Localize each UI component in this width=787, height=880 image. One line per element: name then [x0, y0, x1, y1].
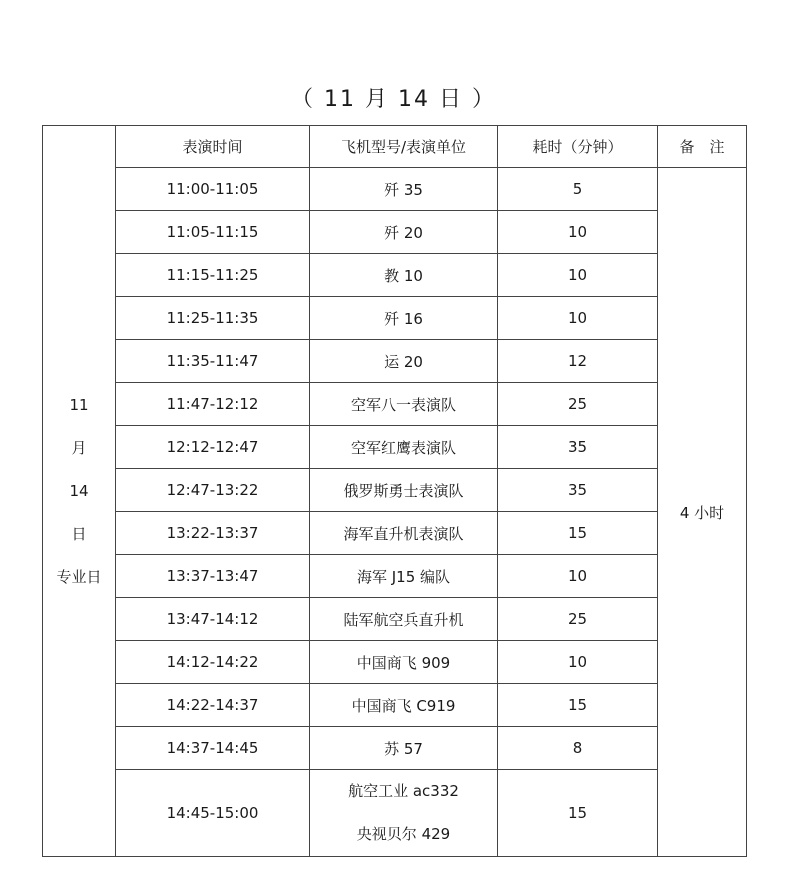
table-row: [43, 297, 747, 340]
table-row: [43, 383, 747, 426]
aircraft-cell: 陆军航空兵直升机: [310, 598, 498, 641]
aircraft-cell: 中国商飞 909: [310, 641, 498, 684]
duration-cell: 15: [498, 770, 658, 857]
aircraft-cell: 中国商飞 C919: [310, 684, 498, 727]
page-title: （ 11 月 14 日 ）: [291, 87, 496, 112]
time-cell: 11:05-11:15: [116, 211, 310, 254]
day-label-part: 11: [69, 395, 89, 414]
time-cell: 11:25-11:35: [116, 297, 310, 340]
duration-cell: 10: [498, 254, 658, 297]
day-label-part: 14: [69, 481, 89, 500]
table-row: [43, 426, 747, 469]
table-header-row: [43, 126, 747, 168]
table-row: [43, 469, 747, 512]
time-cell: 14:45-15:00: [116, 770, 310, 857]
aircraft-cell: 歼 35: [310, 168, 498, 211]
table-row: [43, 340, 747, 383]
aircraft-cell: 运 20: [310, 340, 498, 383]
aircraft-cell: 空军红鹰表演队: [310, 426, 498, 469]
duration-cell: 15: [498, 512, 658, 555]
table-row: [43, 770, 747, 857]
aircraft-cell: [310, 770, 498, 857]
time-cell: 14:37-14:45: [116, 727, 310, 770]
aircraft-cell: 教 10: [310, 254, 498, 297]
time-cell: 14:12-14:22: [116, 641, 310, 684]
day-label-cell: [43, 126, 116, 857]
time-cell: 13:22-13:37: [116, 512, 310, 555]
time-cell: 11:00-11:05: [116, 168, 310, 211]
time-cell: 11:35-11:47: [116, 340, 310, 383]
time-cell: 14:22-14:37: [116, 684, 310, 727]
duration-cell: 10: [498, 211, 658, 254]
aircraft-cell: 海军直升机表演队: [310, 512, 498, 555]
time-cell: 11:47-12:12: [116, 383, 310, 426]
time-cell: 13:37-13:47: [116, 555, 310, 598]
day-label-part: 日: [71, 524, 87, 543]
aircraft-line: 航空工业 ac332: [348, 782, 459, 800]
header-duration: 耗时（分钟）: [498, 126, 658, 168]
duration-cell: 8: [498, 727, 658, 770]
duration-cell: 10: [498, 555, 658, 598]
table-row: [43, 211, 747, 254]
schedule-table: [42, 125, 747, 857]
aircraft-line: 央视贝尔 429: [356, 825, 451, 843]
time-cell: 12:12-12:47: [116, 426, 310, 469]
time-cell: 13:47-14:12: [116, 598, 310, 641]
duration-cell: 12: [498, 340, 658, 383]
duration-cell: 35: [498, 426, 658, 469]
header-time: 表演时间: [116, 126, 310, 168]
aircraft-cell: 海军 J15 编队: [310, 555, 498, 598]
time-cell: 11:15-11:25: [116, 254, 310, 297]
aircraft-cell: 歼 20: [310, 211, 498, 254]
table-row: [43, 641, 747, 684]
duration-cell: 15: [498, 684, 658, 727]
header-remarks: 备 注: [658, 126, 747, 168]
duration-cell: 10: [498, 641, 658, 684]
aircraft-cell: 空军八一表演队: [310, 383, 498, 426]
aircraft-cell: 俄罗斯勇士表演队: [310, 469, 498, 512]
day-label-part: 专业日: [56, 567, 102, 586]
table-row: [43, 555, 747, 598]
duration-cell: 25: [498, 383, 658, 426]
duration-cell: 10: [498, 297, 658, 340]
table-row: [43, 727, 747, 770]
table-row: [43, 168, 747, 211]
time-cell: 12:47-13:22: [116, 469, 310, 512]
aircraft-cell: 歼 16: [310, 297, 498, 340]
day-label-part: 月: [71, 438, 87, 457]
table-row: [43, 254, 747, 297]
duration-cell: 5: [498, 168, 658, 211]
table-row: [43, 598, 747, 641]
duration-cell: 25: [498, 598, 658, 641]
table-row: [43, 684, 747, 727]
duration-cell: 35: [498, 469, 658, 512]
remarks-cell: 4 小时: [658, 168, 747, 857]
aircraft-cell: 苏 57: [310, 727, 498, 770]
table-row: [43, 512, 747, 555]
header-aircraft: 飞机型号/表演单位: [310, 126, 498, 168]
